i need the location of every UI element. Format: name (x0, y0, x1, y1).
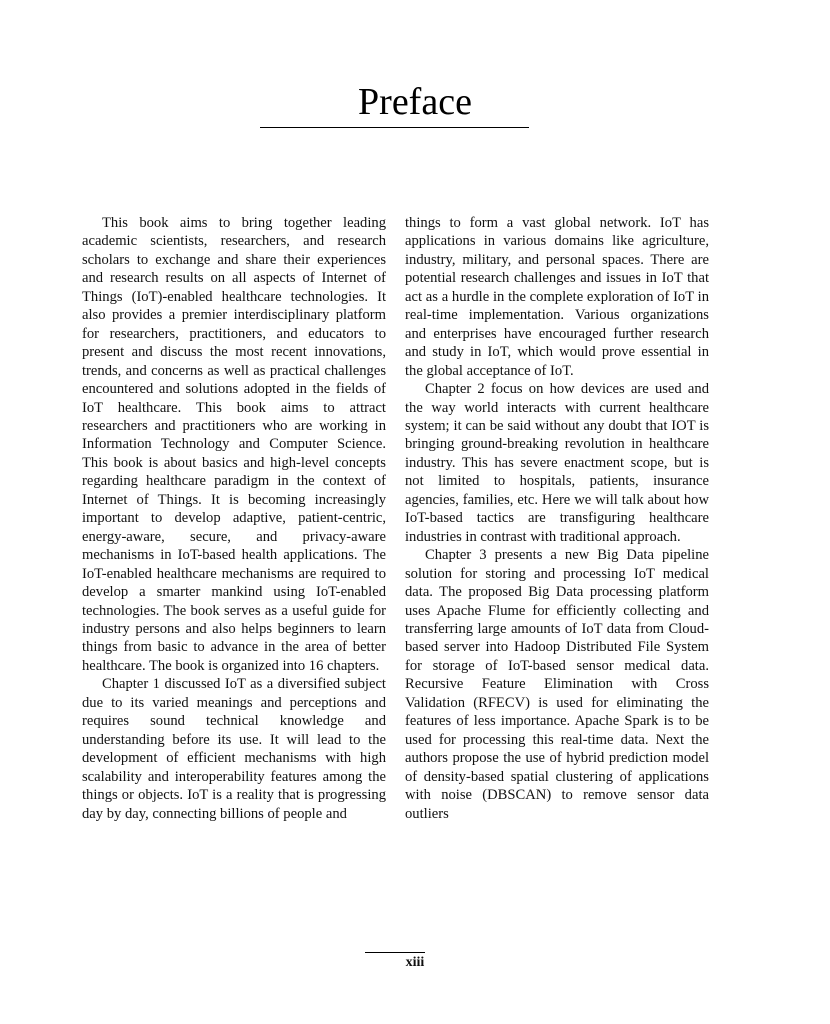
page-title: Preface (358, 81, 472, 123)
page-number: xiii (405, 955, 425, 970)
right-column (405, 214, 709, 823)
intro-paragraph: This book aims to bring together leading academic scientists, researchers, and research scholars to exchange and share their experiences and research results on all aspects of Internet of Things (IoT)-enabled healthcare technologies. It also provides a premier interdisciplinary platform for researchers, practitioners, and educators to present and discuss the most recent innovations, trends, and concerns as well as practical challenges encountered and solutions adopted in the fields of IoT healthcare. This book aims to attract researchers and practitioners who are working in Information Technology and Computer Science. This book is about basics and high-level concepts regarding healthcare paradigm in the context of Internet of Things. It is becoming increasingly important to develop adaptive, patient-centric, energy-aware, secure, and privacy-aware mechanisms in IoT-based health applications. The IoT-enabled healthcare mechanisms are required to develop a smarter mankind using IoT-enabled technologies. The book serves as a useful guide for industry persons and also helps beginners to learn things from basic to advance in the area of better healthcare. The book is organized into 16 chapters. (82, 215, 386, 674)
footer-rule (365, 952, 425, 953)
chapter-1-paragraph: Chapter 1 discussed IoT as a diversified subject due to its varied meanings and perceptions and requires sound technical knowledge and understanding before its use. It will lead to the development of efficient mechanisms with high scalability and interoperability features among the things or objects. IoT is a reality that is progressing day by day, connecting billions of people and (82, 676, 386, 822)
chapter-3-paragraph: Chapter 3 presents a new Big Data pipeline solution for storing and processing IoT medical data. The proposed Big Data processing platform uses Apache Flume for efficiently collecting and transferring large amounts of IoT data from Cloud-based server into Hadoop Distributed File System for storage of IoT-based sensor medical data. Recursive Feature Elimination with Cross Validation (RFECV) is used for eliminating the features of less importance. Apache Spark is to be used for processing this real-time data. Next the authors propose the use of hybrid prediction model of density-based spatial clustering of applications with noise (DBSCAN) to remove sensor data outliers (405, 547, 709, 822)
left-column (82, 214, 386, 823)
title-underline (260, 127, 529, 128)
chapter-1-continued-paragraph: things to form a vast global network. IoT has applications in various domains like agriculture, industry, military, and personal spaces. There are potential research challenges and issues in IoT that act as a hurdle in the complete exploration of IoT in real-time implementation. Various organizations and enterprises have encouraged further research and study in IoT, which would prove essential in the global acceptance of IoT. (405, 215, 709, 379)
chapter-2-paragraph: Chapter 2 focus on how devices are used and the way world interacts with current healthcare system; it can be said without any doubt that IOT is bringing ground-breaking revolution in healthcare industry. This has severe enactment scope, but is not limited to hospitals, patients, insurance agencies, families, etc. Here we will talk about how IoT-based tactics are transfiguring healthcare industries in contrast with traditional approach. (405, 381, 709, 545)
